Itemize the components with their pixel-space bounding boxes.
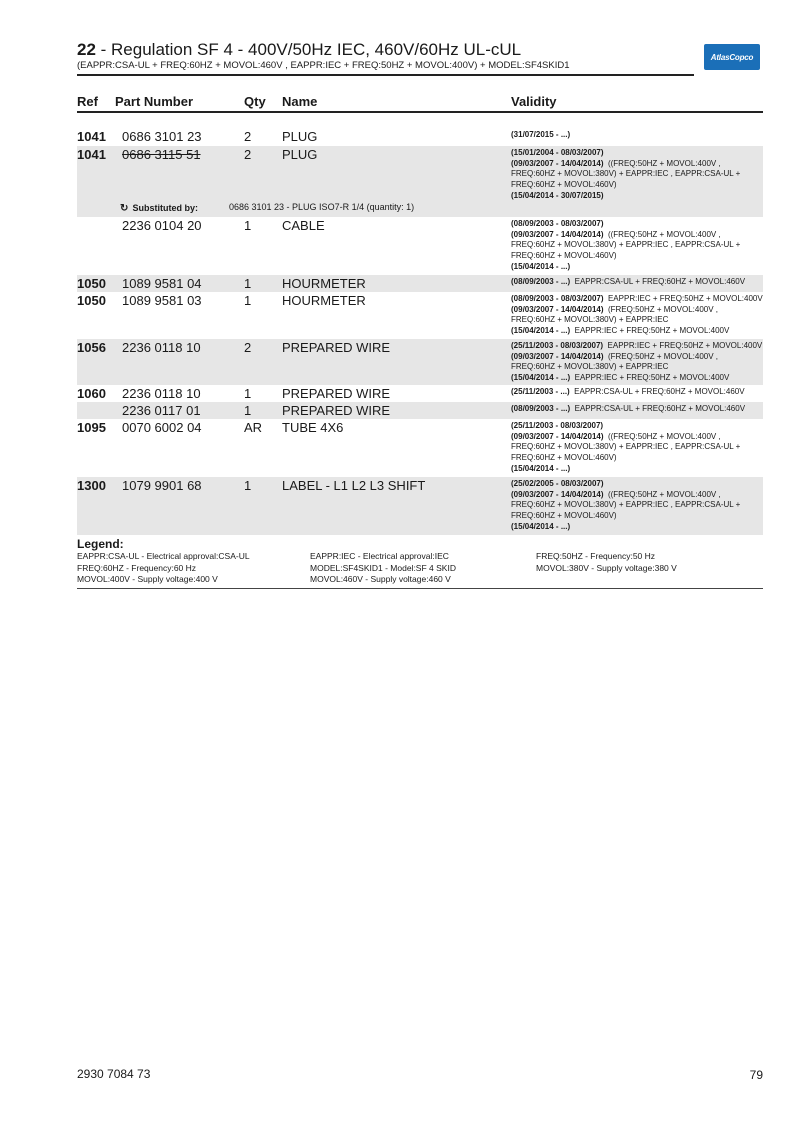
row-qty: 1	[244, 386, 252, 401]
validity-line	[511, 230, 763, 262]
validity-period: (25/02/2005 - 08/03/2007)	[511, 479, 604, 488]
validity-condition: ((FREQ:50HZ + MOVOL:400V , FREQ:60HZ + MOVOL:380V) + EAPPR:IEC , EAPPR:CSA-UL + FREQ:60HZ + MOVOL:460V)	[511, 229, 741, 261]
validity-line	[511, 191, 763, 202]
validity-condition: ((FREQ:50HZ + MOVOL:400V , FREQ:60HZ + MOVOL:380V) + EAPPR:IEC , EAPPR:CSA-UL + FREQ:60HZ + MOVOL:460V)	[511, 158, 741, 190]
row-part-number: 1079 9901 68	[122, 478, 202, 493]
validity-line	[511, 404, 763, 415]
row-name: PREPARED WIRE	[282, 403, 391, 418]
validity-period: (25/11/2003 - ...)	[511, 387, 570, 396]
row-name: HOURMETER	[282, 276, 366, 291]
atlas-copco-logo: AtlasCopco	[704, 44, 760, 70]
legend-title: Legend:	[77, 537, 124, 551]
row-name: PREPARED WIRE	[282, 386, 391, 401]
validity-condition: EAPPR:IEC + FREQ:50HZ + MOVOL:400V	[574, 326, 730, 336]
validity-line	[511, 479, 763, 490]
row-qty: 1	[244, 403, 252, 418]
table-row	[77, 275, 763, 292]
validity-period: (08/09/2003 - ...)	[511, 277, 571, 286]
validity-condition: EAPPR:CSA-UL + FREQ:60HZ + MOVOL:460V	[574, 404, 746, 413]
row-validity	[511, 479, 763, 533]
col-name: Name	[282, 94, 318, 109]
document-number: 2930 7084 73	[77, 1067, 151, 1081]
row-part-number: 0686 3115 51	[122, 147, 201, 162]
row-qty: 2	[244, 129, 252, 144]
row-qty: AR	[244, 420, 263, 435]
row-name: TUBE 4X6	[282, 420, 344, 435]
validity-line	[511, 262, 763, 273]
section-title: - Regulation SF 4 - 400V/50Hz IEC, 460V/60Hz UL-cUL	[95, 40, 522, 59]
validity-period: (31/07/2015 - ...)	[511, 130, 571, 139]
refresh-icon: ↻	[120, 203, 129, 214]
validity-condition: EAPPR:IEC + FREQ:50HZ + MOVOL:400V	[574, 373, 730, 383]
validity-line	[511, 490, 763, 522]
legend-item: MOVOL:400V - Supply voltage:400 V	[77, 574, 218, 584]
row-ref: 1041	[77, 129, 106, 144]
legend	[77, 537, 763, 589]
validity-condition: EAPPR:IEC + FREQ:50HZ + MOVOL:400V	[607, 294, 763, 303]
legend-item: MODEL:SF4SKID1 - Model:SF 4 SKID	[310, 562, 456, 573]
row-validity	[511, 294, 763, 337]
row-part-number: 0070 6002 04	[122, 420, 202, 435]
row-qty: 1	[244, 218, 252, 233]
validity-line	[511, 421, 763, 432]
validity-condition: ((FREQ:50HZ + MOVOL:400V , FREQ:60HZ + MOVOL:380V) + EAPPR:IEC , EAPPR:CSA-UL + FREQ:60HZ + MOVOL:460V)	[511, 489, 741, 521]
validity-line	[511, 294, 763, 305]
row-ref: 1050	[77, 293, 106, 308]
validity-period: (15/04/2014 - ...)	[511, 261, 571, 271]
validity-period: (09/03/2007 - 14/04/2014)	[511, 351, 604, 361]
validity-line	[511, 387, 763, 398]
legend-item: MOVOL:460V - Supply voltage:460 V	[310, 574, 451, 584]
col-ref: Ref	[77, 94, 98, 109]
row-part-number: 2236 0104 20	[122, 218, 202, 233]
validity-period: (15/04/2014 - ...)	[511, 373, 571, 383]
validity-period: (09/03/2007 - 14/04/2014)	[511, 489, 604, 499]
validity-period: (09/03/2007 - 14/04/2014)	[511, 431, 604, 441]
validity-period: (15/04/2014 - 30/07/2015)	[511, 190, 604, 200]
legend-item: FREQ:60HZ - Frequency:60 Hz	[77, 562, 197, 573]
validity-period: (08/09/2003 - 08/03/2007)	[511, 294, 604, 303]
row-ref: 1056	[77, 340, 106, 355]
row-part-number: 2236 0118 10	[122, 340, 201, 355]
row-validity	[511, 277, 763, 288]
table-row	[77, 128, 763, 146]
validity-period: (15/04/2014 - ...)	[511, 463, 571, 473]
legend-item: EAPPR:CSA-UL - Electrical approval:CSA-UL	[77, 551, 250, 561]
row-validity	[511, 341, 763, 384]
table-row	[77, 292, 763, 339]
validity-line	[511, 159, 763, 191]
table-row	[77, 419, 763, 477]
validity-line	[511, 277, 763, 288]
row-qty: 1	[244, 276, 252, 291]
table-row	[77, 217, 763, 275]
validity-line	[511, 219, 763, 230]
validity-period: (15/04/2014 - ...)	[511, 326, 571, 336]
validity-period: (08/09/2003 - 08/03/2007)	[511, 219, 604, 228]
row-qty: 2	[244, 147, 252, 162]
row-validity	[511, 148, 763, 202]
row-name: PLUG	[282, 129, 318, 144]
validity-condition: ((FREQ:50HZ + MOVOL:400V , FREQ:60HZ + MOVOL:380V) + EAPPR:IEC , EAPPR:CSA-UL + FREQ:60HZ + MOVOL:460V)	[511, 431, 741, 463]
validity-period: (25/11/2003 - 08/03/2007)	[511, 341, 604, 350]
validity-period: (15/01/2004 - 08/03/2007)	[511, 148, 604, 157]
section-number: 22	[77, 40, 96, 59]
validity-line	[511, 148, 763, 159]
table-row	[77, 146, 763, 217]
row-validity	[511, 387, 763, 398]
page-number: 79	[749, 1068, 763, 1082]
page-title	[77, 40, 694, 60]
page-header	[77, 40, 694, 76]
row-part-number: 1089 9581 03	[122, 293, 202, 308]
legend-item: MOVOL:380V - Supply voltage:380 V	[536, 562, 677, 573]
row-ref: 1060	[77, 386, 106, 401]
row-ref: 1050	[77, 276, 106, 291]
row-name: HOURMETER	[282, 293, 366, 308]
table-row	[77, 385, 763, 402]
row-validity	[511, 404, 763, 415]
validity-line	[511, 130, 763, 141]
substituted-part-link[interactable]: 0686 3101 23 - PLUG ISO7-R 1/4 (quantity: 1)	[229, 202, 415, 212]
table-row	[77, 339, 763, 385]
validity-period: (08/09/2003 - ...)	[511, 404, 571, 413]
legend-grid	[77, 551, 763, 586]
substituted-label-text: Substituted by:	[132, 203, 199, 213]
validity-period: (25/11/2003 - 08/03/2007)	[511, 421, 604, 430]
row-qty: 1	[244, 478, 252, 493]
row-validity	[511, 130, 763, 141]
row-name: PREPARED WIRE	[282, 340, 391, 355]
row-name: CABLE	[282, 218, 325, 233]
col-part-number: Part Number	[115, 94, 194, 109]
validity-condition: (FREQ:50HZ + MOVOL:400V , FREQ:60HZ + MOVOL:380V) + EAPPR:IEC	[511, 304, 719, 325]
validity-condition: EAPPR:IEC + FREQ:50HZ + MOVOL:400V	[607, 341, 763, 350]
row-validity	[511, 421, 763, 475]
row-ref: 1095	[77, 420, 106, 435]
validity-period: (09/03/2007 - 14/04/2014)	[511, 304, 604, 314]
validity-line	[511, 341, 763, 352]
col-validity: Validity	[511, 94, 557, 109]
validity-condition: EAPPR:CSA-UL + FREQ:60HZ + MOVOL:460V	[574, 387, 745, 396]
row-validity	[511, 219, 763, 273]
validity-line	[511, 373, 763, 384]
substituted-by-label	[120, 203, 198, 214]
validity-line	[511, 464, 763, 475]
legend-item: FREQ:50HZ - Frequency:50 Hz	[536, 551, 656, 561]
table-header	[77, 93, 763, 113]
validity-line	[511, 326, 763, 337]
row-part-number: 1089 9581 04	[122, 276, 202, 291]
validity-condition: EAPPR:CSA-UL + FREQ:60HZ + MOVOL:460V	[574, 277, 746, 286]
validity-line	[511, 432, 763, 464]
row-name: PLUG	[282, 147, 318, 162]
row-part-number: 2236 0118 10	[122, 386, 201, 401]
validity-period: (09/03/2007 - 14/04/2014)	[511, 229, 604, 239]
col-qty: Qty	[244, 94, 266, 109]
row-part-number: 2236 0117 01	[122, 403, 201, 418]
row-qty: 2	[244, 340, 252, 355]
validity-line	[511, 305, 763, 326]
page-subtitle: (EAPPR:CSA-UL + FREQ:60HZ + MOVOL:460V , EAPPR:IEC + FREQ:50HZ + MOVOL:400V) + MODEL:SF4SKID1	[77, 60, 570, 71]
validity-period: (15/04/2014 - ...)	[511, 521, 571, 531]
row-qty: 1	[244, 293, 252, 308]
row-name: LABEL - L1 L2 L3 SHIFT	[282, 478, 426, 493]
validity-line	[511, 352, 763, 373]
legend-item: EAPPR:IEC - Electrical approval:IEC	[310, 551, 449, 561]
table-row	[77, 477, 763, 535]
row-ref: 1300	[77, 478, 106, 493]
validity-condition: (FREQ:50HZ + MOVOL:400V , FREQ:60HZ + MOVOL:380V) + EAPPR:IEC	[511, 351, 719, 372]
validity-line	[511, 522, 763, 533]
row-part-number: 0686 3101 23	[122, 129, 202, 144]
row-ref: 1041	[77, 147, 106, 162]
table-row	[77, 402, 763, 419]
validity-period: (09/03/2007 - 14/04/2014)	[511, 158, 604, 168]
